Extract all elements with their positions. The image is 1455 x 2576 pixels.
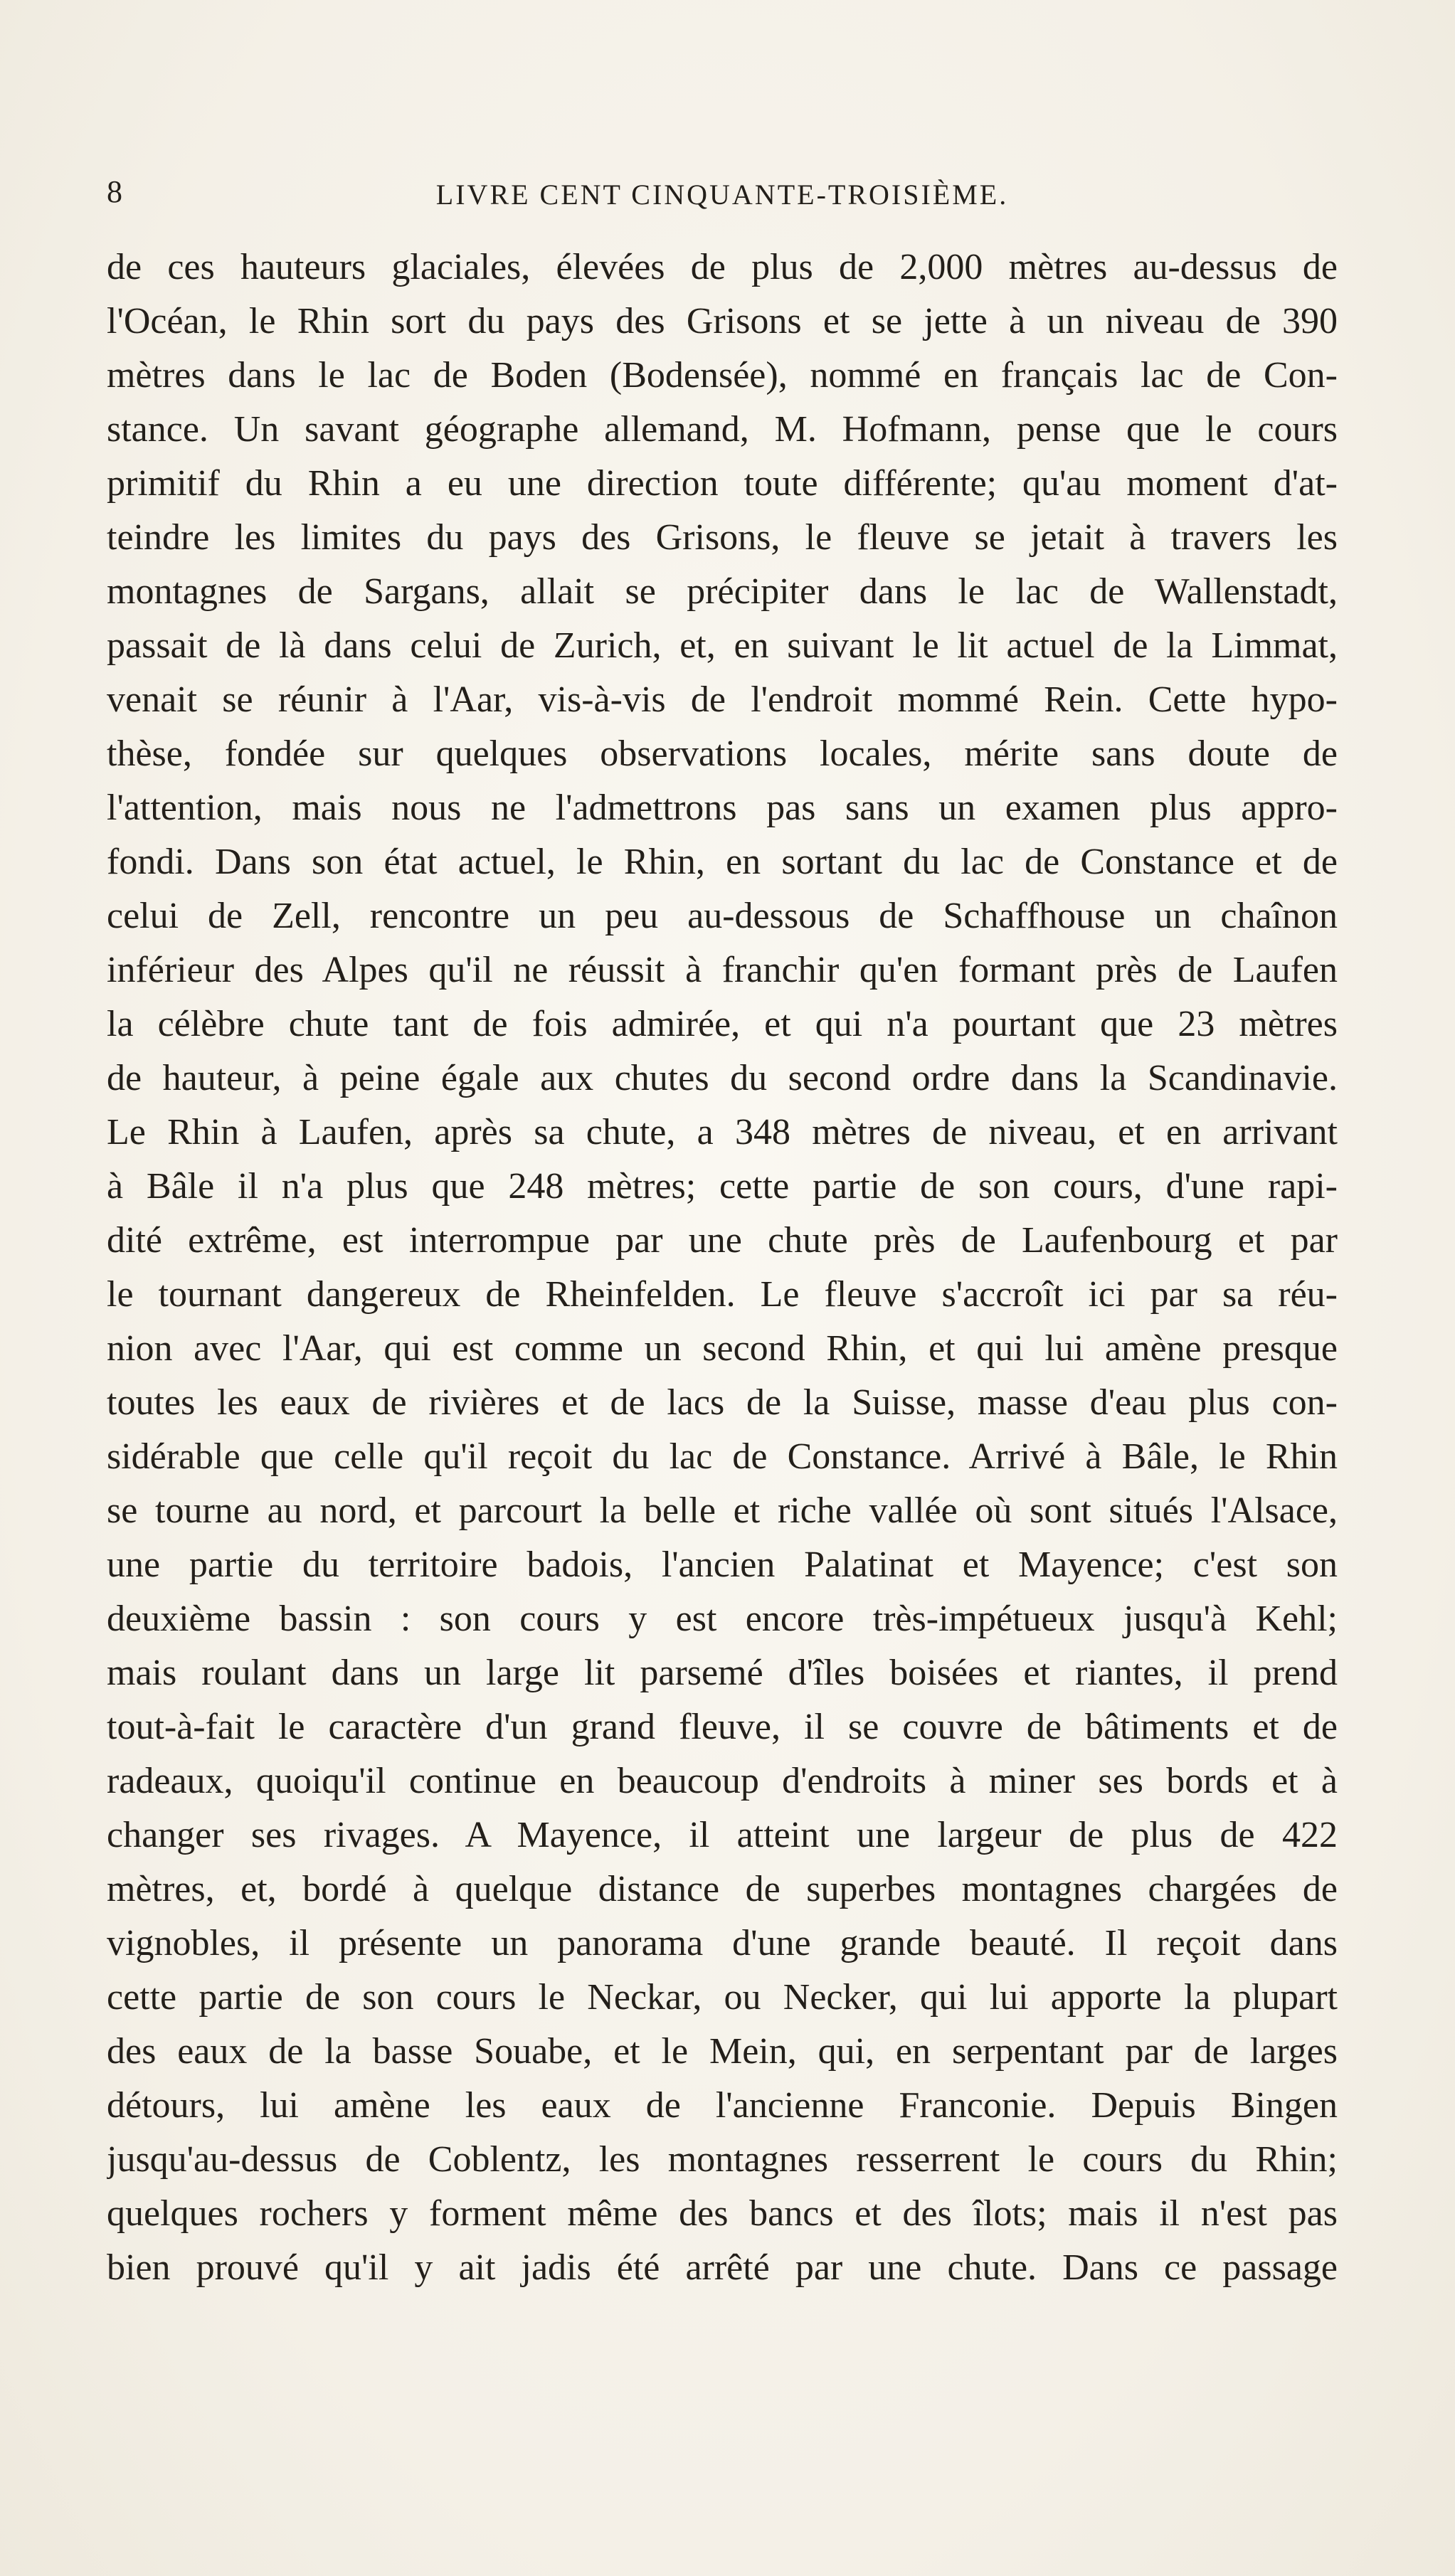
text-line: deuxième bassin : son cours y est encore très-impétueux jusqu'à Kehl; (107, 1599, 1338, 1639)
text-line: stance. Un savant géographe allemand, M. Hofmann, pense que le cours (107, 409, 1338, 450)
text-line: à Bâle il n'a plus que 248 mètres; cette partie de son cours, d'une rapi- (107, 1166, 1338, 1207)
text-line: celui de Zell, rencontre un peu au-dessous de Schaffhouse un chaînon (107, 896, 1338, 936)
text-line: nion avec l'Aar, qui est comme un second Rhin, et qui lui amène presque (107, 1328, 1338, 1369)
text-line: dité extrême, est interrompue par une chute près de Laufenbourg et par (107, 1220, 1338, 1261)
text-line: Le Rhin à Laufen, après sa chute, a 348 mètres de niveau, et en arrivant (107, 1112, 1338, 1152)
text-line: de hauteur, à peine égale aux chutes du second ordre dans la Scandinavie. (107, 1058, 1338, 1098)
text-line: teindre les limites du pays des Grisons, le fleuve se jetait à travers les (107, 517, 1338, 558)
text-line: la célèbre chute tant de fois admirée, et qui n'a pourtant que 23 mètres (107, 1004, 1338, 1044)
text-line: montagnes de Sargans, allait se précipiter dans le lac de Wallenstadt, (107, 571, 1338, 612)
text-line: bien prouvé qu'il y ait jadis été arrêté par une chute. Dans ce passage (107, 2247, 1338, 2288)
text-line: jusqu'au-dessus de Coblentz, les montagnes resserrent le cours du Rhin; (107, 2139, 1338, 2180)
text-line: tout-à-fait le caractère d'un grand fleuve, il se couvre de bâtiments et de (107, 1707, 1338, 1747)
text-line: de ces hauteurs glaciales, élevées de plus de 2,000 mètres au-dessus de (107, 247, 1338, 287)
text-line: mais roulant dans un large lit parsemé d'îles boisées et riantes, il prend (107, 1653, 1338, 1693)
text-line: détours, lui amène les eaux de l'ancienne Franconie. Depuis Bingen (107, 2085, 1338, 2126)
text-line: inférieur des Alpes qu'il ne réussit à franchir qu'en formant près de Laufen (107, 950, 1338, 990)
text-line: passait de là dans celui de Zurich, et, en suivant le lit actuel de la Limmat, (107, 625, 1338, 666)
text-line: cette partie de son cours le Neckar, ou Necker, qui lui apporte la plupart (107, 1977, 1338, 2018)
text-line: le tournant dangereux de Rheinfelden. Le fleuve s'accroît ici par sa réu- (107, 1274, 1338, 1315)
text-line: thèse, fondée sur quelques observations locales, mérite sans doute de (107, 733, 1338, 774)
text-line: fondi. Dans son état actuel, le Rhin, en sortant du lac de Constance et de (107, 842, 1338, 882)
text-line: vignobles, il présente un panorama d'une grande beauté. Il reçoit dans (107, 1923, 1338, 1963)
text-line: quelques rochers y forment même des bancs et des îlots; mais il n'est pas (107, 2193, 1338, 2234)
running-head (107, 171, 1338, 213)
text-line: une partie du territoire badois, l'ancien Palatinat et Mayence; c'est son (107, 1544, 1338, 1585)
text-line: mètres dans le lac de Boden (Bodensée), nommé en français lac de Con- (107, 355, 1338, 396)
text-line: venait se réunir à l'Aar, vis-à-vis de l'endroit mommé Rein. Cette hypo- (107, 679, 1338, 720)
text-line: toutes les eaux de rivières et de lacs de la Suisse, masse d'eau plus con- (107, 1382, 1338, 1423)
text-line: mètres, et, bordé à quelque distance de superbes montagnes chargées de (107, 1869, 1338, 1909)
text-line: radeaux, quoiqu'il continue en beaucoup d'endroits à miner ses bords et à (107, 1761, 1338, 1801)
text-line: primitif du Rhin a eu une direction toute différente; qu'au moment d'at- (107, 463, 1338, 504)
text-line: changer ses rivages. A Mayence, il atteint une largeur de plus de 422 (107, 1815, 1338, 1855)
running-head-title: LIVRE CENT CINQUANTE-TROISIÈME. (435, 179, 1009, 211)
page-number: 8 (107, 174, 122, 209)
text-line: se tourne au nord, et parcourt la belle et riche vallée où sont situés l'Alsace, (107, 1490, 1338, 1531)
text-line: l'attention, mais nous ne l'admettrons pas sans un examen plus appro- (107, 788, 1338, 828)
text-line: l'Océan, le Rhin sort du pays des Grisons et se jette à un niveau de 390 (107, 301, 1338, 341)
text-line: sidérable que celle qu'il reçoit du lac de Constance. Arrivé à Bâle, le Rhin (107, 1436, 1338, 1477)
body-text (107, 240, 1338, 2295)
text-line: des eaux de la basse Souabe, et le Mein, qui, en serpentant par de larges (107, 2031, 1338, 2072)
